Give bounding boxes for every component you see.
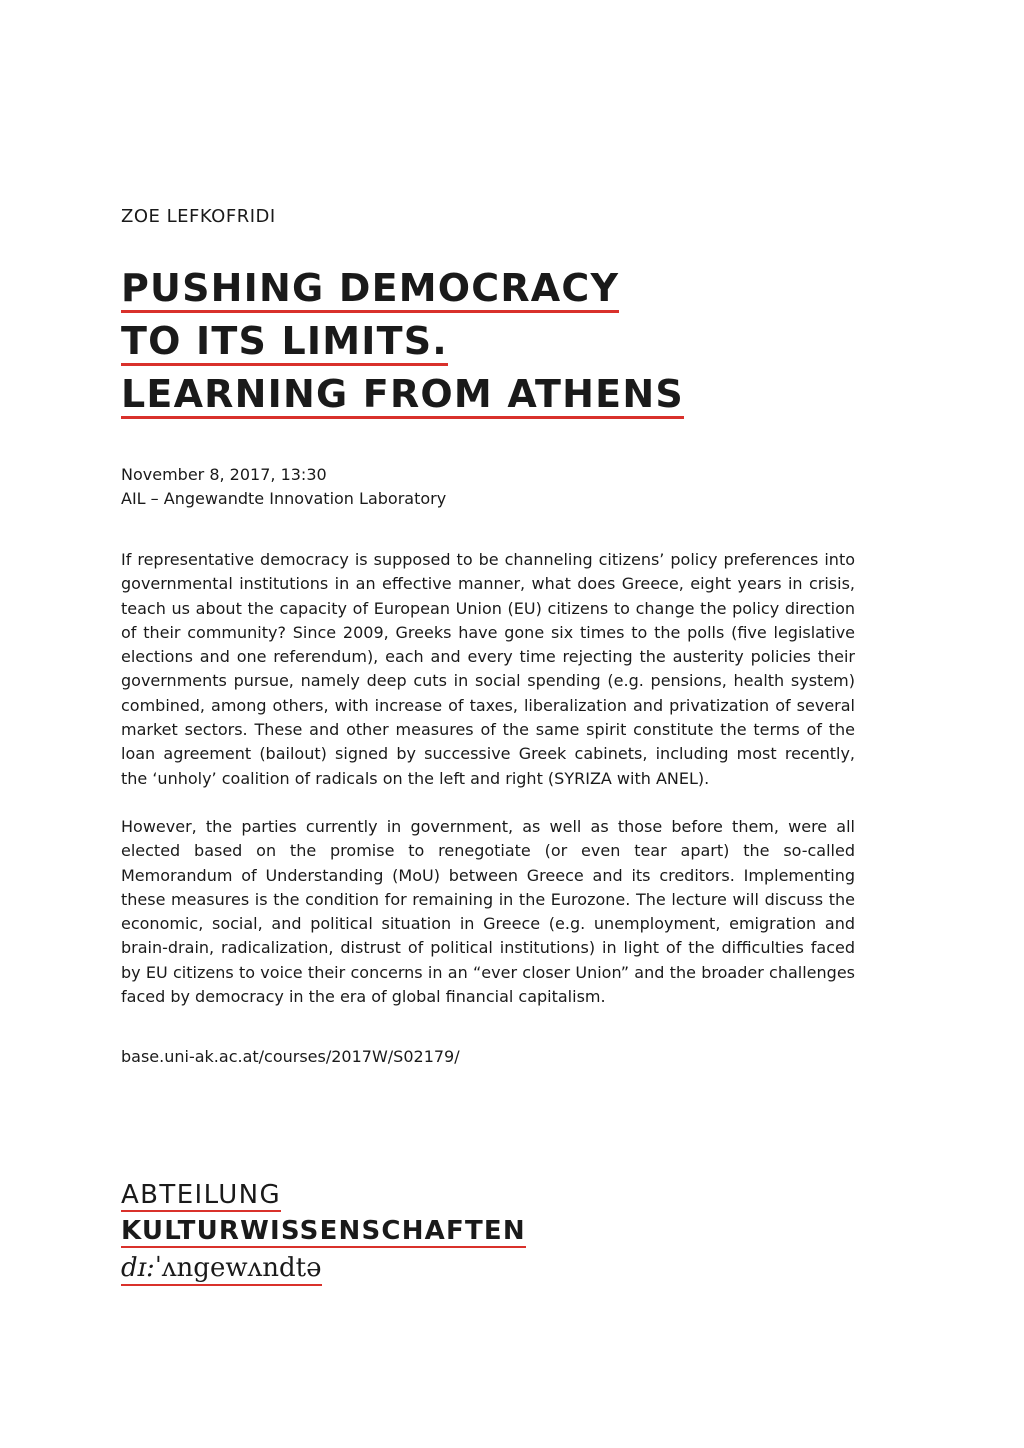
logo-wordmark: ˈʌngewʌndtə [154,1253,322,1283]
course-url[interactable]: base.uni-ak.ac.at/courses/2017W/S02179/ [121,1047,460,1066]
event-date-time: November 8, 2017, 13:30 [121,465,327,484]
author-name: ZOE LEFKOFRIDI [121,206,276,227]
department-name: KULTURWISSENSCHAFTEN [121,1216,526,1246]
title-line-2: TO ITS LIMITS. [121,319,448,366]
department-block [121,1180,526,1286]
event-details [121,463,446,511]
logo-phonetic-prefix: dɪ: [121,1253,155,1283]
department-label: ABTEILUNG [121,1180,282,1210]
event-location: AIL – Angewandte Innovation Laboratory [121,489,447,508]
title-line-1: PUSHING DEMOCRACY [121,266,619,313]
abstract [121,548,855,1033]
angewandte-logo [121,1252,322,1286]
lecture-title [121,266,684,425]
abstract-paragraph-1: If representative democracy is supposed to be channeling citizens’ policy preferences into governmental institutions in an effective manner, what does Greece, eight years in crisis, teach us about the capacity of European Union (EU) citizens to change the policy direction of their community? Since 2009, Greeks have gone six times to the polls (five legislative elections and one referendum), each and every time rejecting the austerity policies their governments pursue, namely deep cuts in social spending (e.g. pensions, health system) combined, among others, with increase of taxes, liberalization and privatization of several market sectors. These and other measures of the same spirit constitute the terms of the loan agreement (bailout) signed by successive Greek cabinets, including most recently, the ‘unholy’ coalition of radicals on the left and right (SYRIZA with ANEL). [121,550,855,788]
abstract-paragraph-2: However, the parties currently in government, as well as those before them, were all elected based on the promise to renegotiate (or even tear apart) the so-called Memorandum of Understanding (MoU) between Greece and its creditors. Implementing these measures is the condition for remaining in the Eurozone. The lecture will discuss the economic, social, and political situation in Greece (e.g. unemployment, emigration and brain-drain, radicalization, distrust of political institutions) in light of the difficulties faced by EU citizens to voice their concerns in an “ever closer Union” and the broader challenges faced by democracy in the era of global financial capitalism. [121,816,855,1007]
title-line-3: LEARNING FROM ATHENS [121,372,684,419]
